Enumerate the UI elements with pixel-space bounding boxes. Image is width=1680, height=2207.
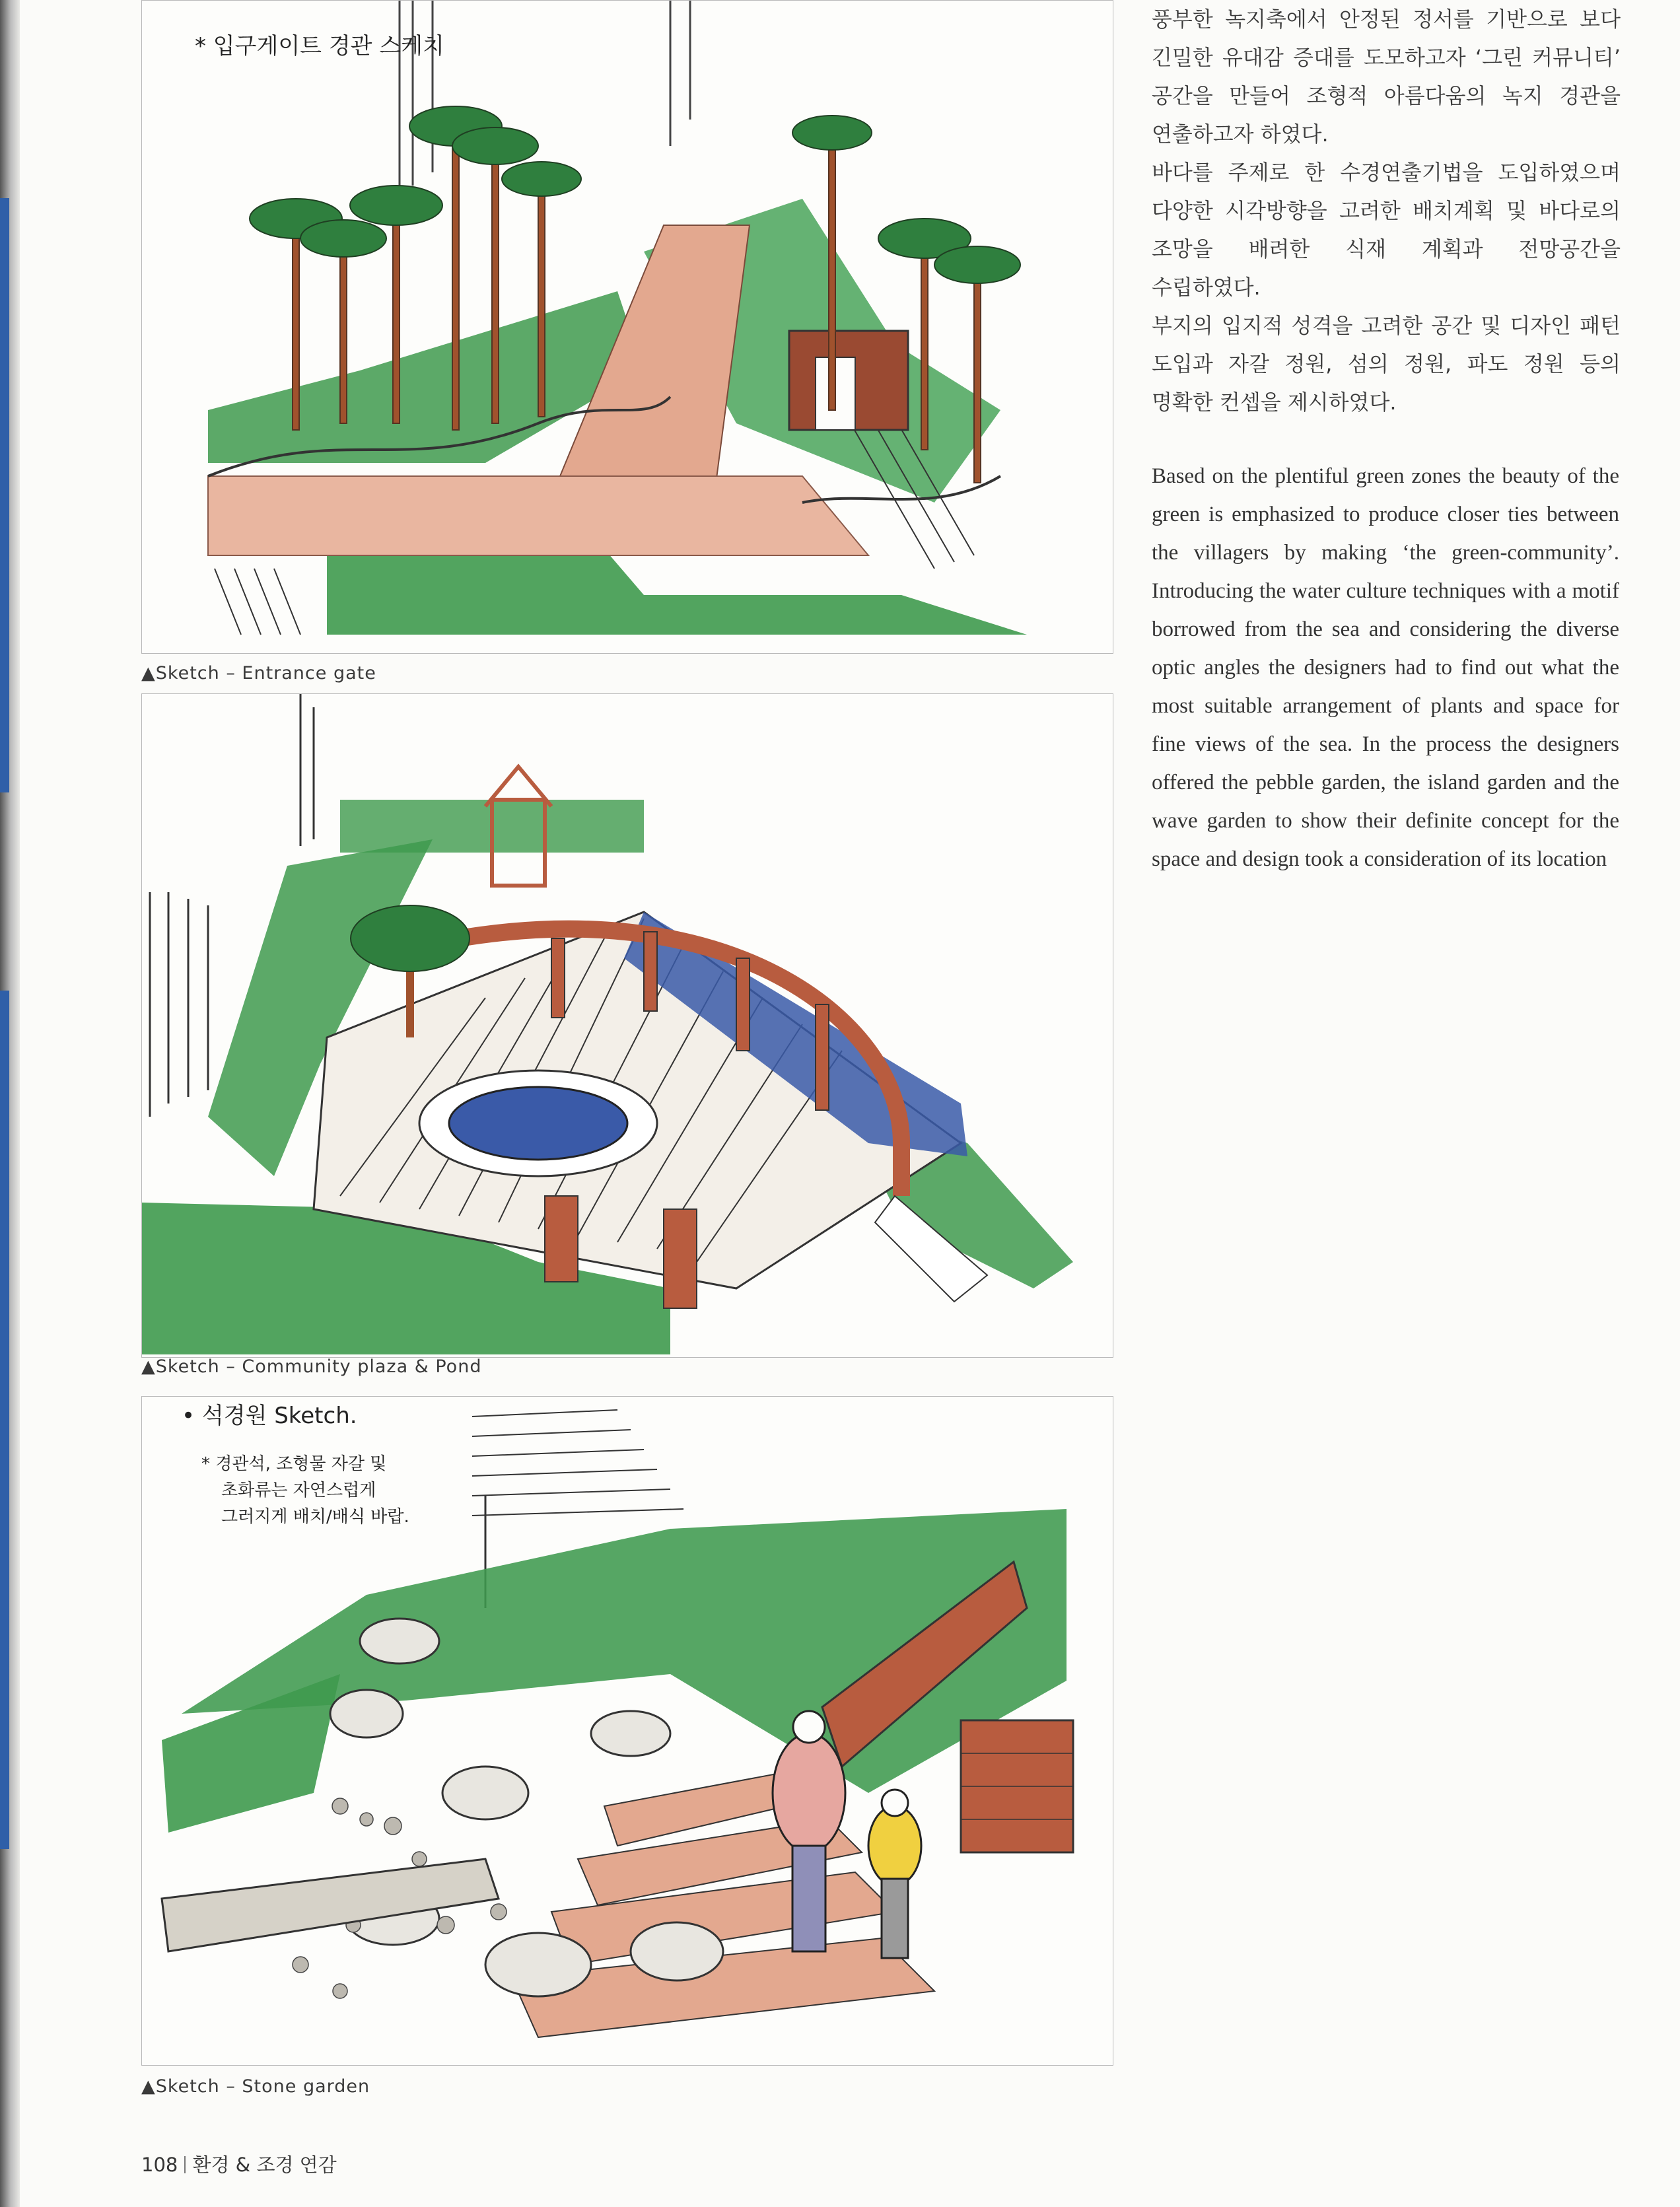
- book-binding-edge: [0, 0, 20, 2207]
- community-plaza-drawing: [142, 694, 1113, 1357]
- caption-stone-garden: ▲Sketch – Stone garden: [141, 2076, 370, 2097]
- entrance-gate-drawing: [142, 1, 1113, 653]
- sketch-community-plaza-pond: [141, 693, 1113, 1358]
- korean-paragraph: 부지의 입지적 성격을 고려한 공간 및 디자인 패턴 도입과 자갈 정원, 섬의 정원, 파도 정원 등의 명확한 컨셉을 제시하였다.: [1152, 313, 1621, 415]
- sketch-stone-garden: [141, 1396, 1113, 2066]
- sketch-entrance-gate: [141, 0, 1113, 654]
- caption-entrance-gate: ▲Sketch – Entrance gate: [141, 663, 376, 683]
- english-body-text: [1152, 457, 1619, 878]
- korean-paragraph: 풍부한 녹지축에서 안정된 정서를 기반으로 보다 긴밀한 유대감 증대를 도모하고자 ‘그린 커뮤니티’ 공간을 만들어 조형적 아름다움의 녹지 경관을 연출하고자 하였다.: [1152, 7, 1621, 147]
- stone-garden-note-line: * 경관석, 조형물 자갈 및: [201, 1454, 387, 1474]
- page-number: 108: [141, 2154, 178, 2176]
- footer-separator: [184, 2156, 186, 2173]
- english-paragraph: Based on the plentiful green zones the beauty of the green is emphasized to produce closer ties between the villagers by making ‘the green-community’. Introducing the water culture techniques with a motif borrowed from the sea and considering the diverse optic angles the designers had to find out what the most suitable arrangement of plants and space for fine views of the sea. In the process the designers offered the pebble garden, the island garden and the wave garden to show their definite concept for the space and design took a consideration of its location: [1152, 464, 1619, 871]
- binding-color-strip: [0, 198, 9, 792]
- entrance-gate-handwritten-note: * 입구게이트 경관 스케치: [195, 33, 444, 59]
- binding-color-strip: [0, 991, 9, 1849]
- korean-paragraph: 바다를 주제로 한 수경연출기법을 도입하였으며 다양한 시각방향을 고려한 배치계획 및 바다로의 조망을 배려한 식재 계획과 전망공간을 수립하였다.: [1152, 160, 1621, 300]
- publication-title: 환경 & 조경 연감: [192, 2154, 337, 2176]
- korean-body-text: [1152, 0, 1621, 421]
- stone-garden-drawing: [142, 1397, 1113, 2065]
- stone-garden-note-line: 그러지게 배치/배식 바랍.: [221, 1507, 409, 1527]
- caption-community-plaza-pond: ▲Sketch – Community plaza & Pond: [141, 1356, 482, 1377]
- stone-garden-note-title: • 석경원 Sketch.: [182, 1403, 357, 1429]
- stone-garden-note-line: 초화류는 자연스럽게: [221, 1481, 376, 1500]
- page-footer: [141, 2150, 337, 2177]
